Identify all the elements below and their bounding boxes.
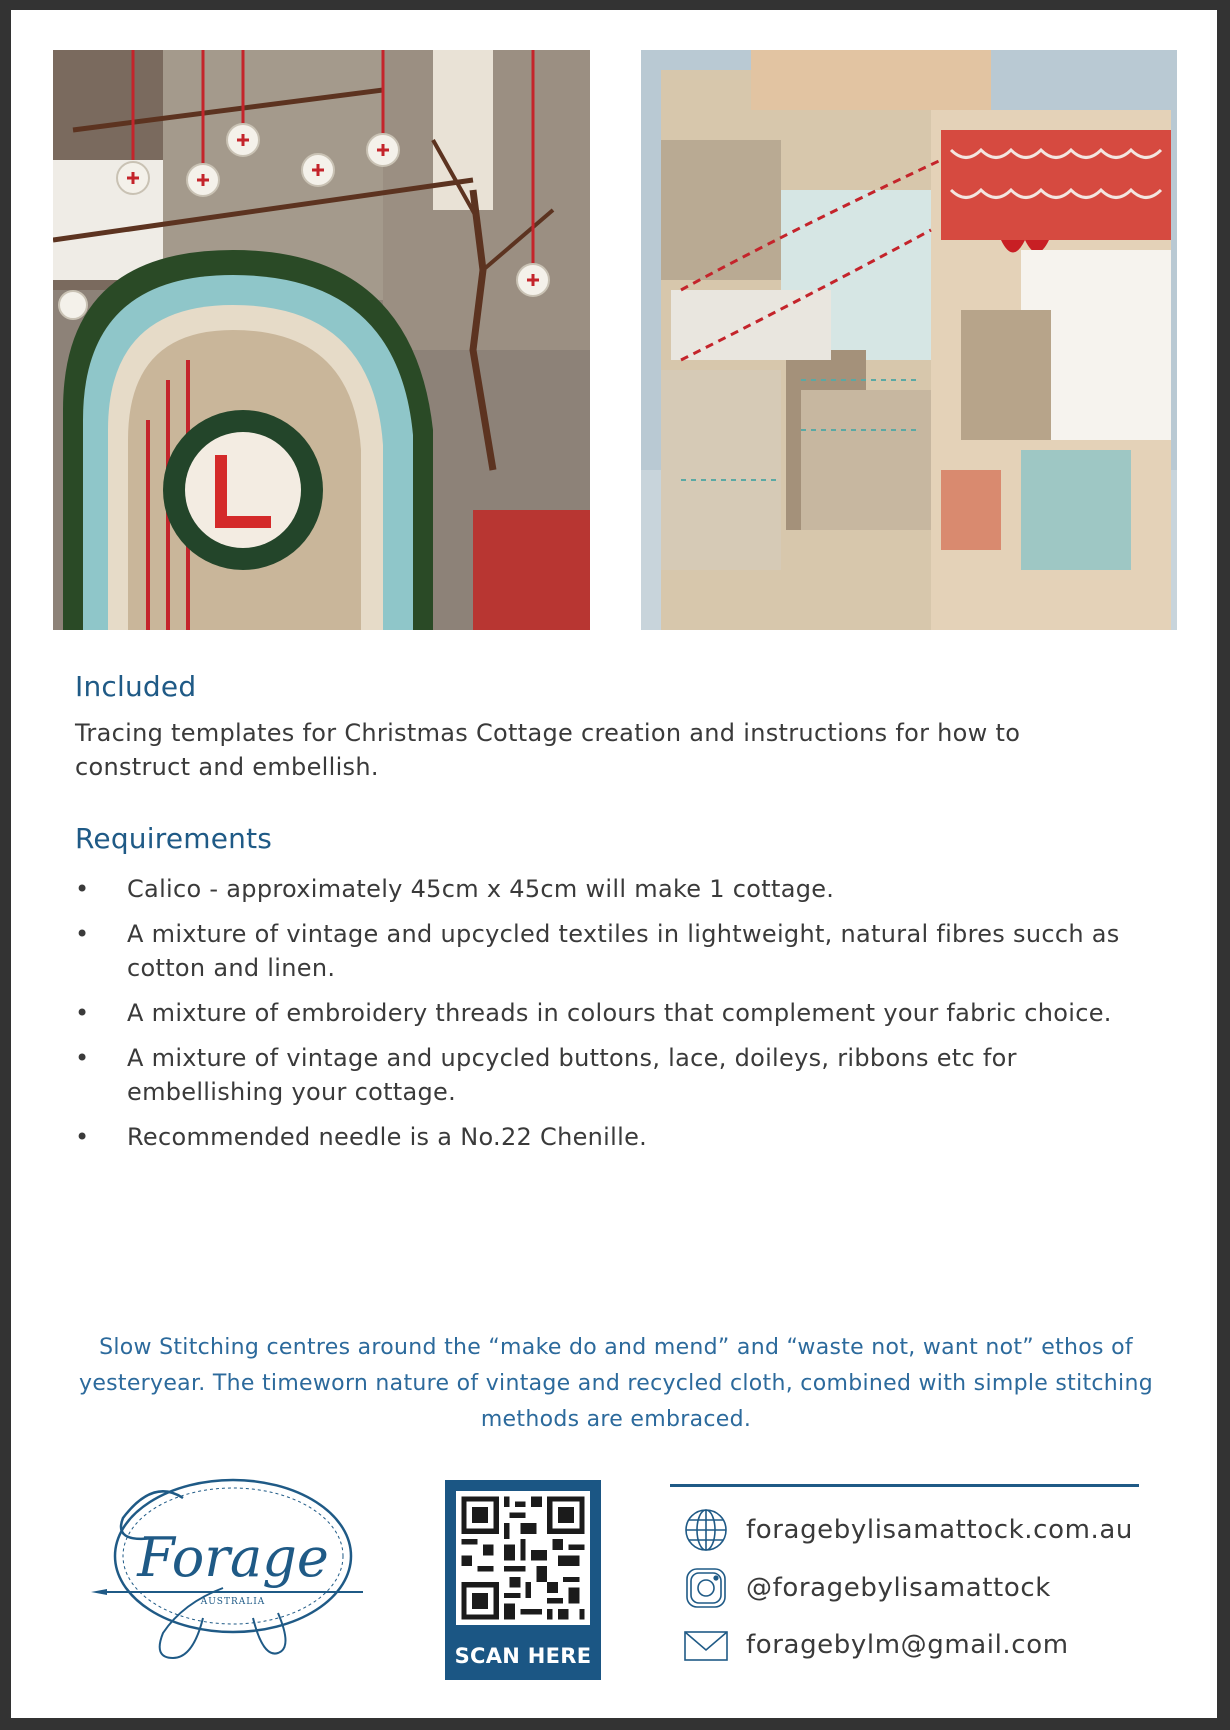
envelope-icon [683, 1622, 729, 1668]
bullet-icon: • [75, 920, 90, 948]
instagram-icon [683, 1565, 729, 1611]
ethos-statement: Slow Stitching centres around the “make do and mend” and “waste not, want not” ethos of yesteryear. The timeworn nature of vintage and recycled cloth, combined with simple stitching methods are embraced. [79, 1335, 1153, 1432]
patchwork-cottage-photo [641, 50, 1177, 630]
included-text: Tracing templates for Christmas Cottage creation and instructions for how to construct and embellish. [75, 719, 1021, 781]
list-item [75, 917, 1165, 985]
email-contact[interactable] [683, 1620, 1069, 1670]
contact-divider [670, 1484, 1139, 1487]
requirement-text: Calico - approximately 45cm x 45cm will make 1 cottage. [127, 875, 835, 903]
list-item [75, 872, 1165, 906]
requirement-text: Recommended needle is a No.22 Chenille. [127, 1123, 648, 1151]
qr-code-panel[interactable] [445, 1480, 601, 1680]
list-item [75, 1120, 1165, 1154]
website-contact[interactable] [683, 1505, 1133, 1555]
qr-code[interactable] [456, 1491, 590, 1625]
included-heading: Included [75, 670, 197, 703]
requirements-heading: Requirements [75, 822, 273, 855]
requirement-text: A mixture of vintage and upcycled textiles in lightweight, natural fibres succh as cotton and linen. [127, 920, 1120, 982]
globe-icon [683, 1507, 729, 1553]
logo-wordmark: Forage [137, 1526, 329, 1589]
website-link[interactable]: foragebylisamattock.com.au [746, 1515, 1133, 1545]
logo-subtext: AUSTRALIA [200, 1597, 266, 1607]
requirement-text: A mixture of vintage and upcycled buttons, lace, doileys, ribbons etc for embellishing your cottage. [127, 1044, 1017, 1106]
list-item [75, 996, 1165, 1030]
list-item [75, 1041, 1165, 1109]
instagram-handle[interactable]: @foragebylisamattock [746, 1573, 1051, 1603]
page [11, 10, 1217, 1718]
instagram-contact[interactable] [683, 1563, 1051, 1613]
email-link[interactable]: foragebylm@gmail.com [746, 1630, 1069, 1660]
bullet-icon: • [75, 875, 90, 903]
scan-here-label: SCAN HERE [454, 1644, 592, 1668]
cottage-door-photo [53, 50, 590, 630]
requirements-list [75, 872, 1165, 1165]
bullet-icon: • [75, 999, 90, 1027]
bullet-icon: • [75, 1044, 90, 1072]
requirement-text: A mixture of embroidery threads in colours that complement your fabric choice. [127, 999, 1112, 1027]
bullet-icon: • [75, 1123, 90, 1151]
forage-logo [83, 1468, 383, 1666]
